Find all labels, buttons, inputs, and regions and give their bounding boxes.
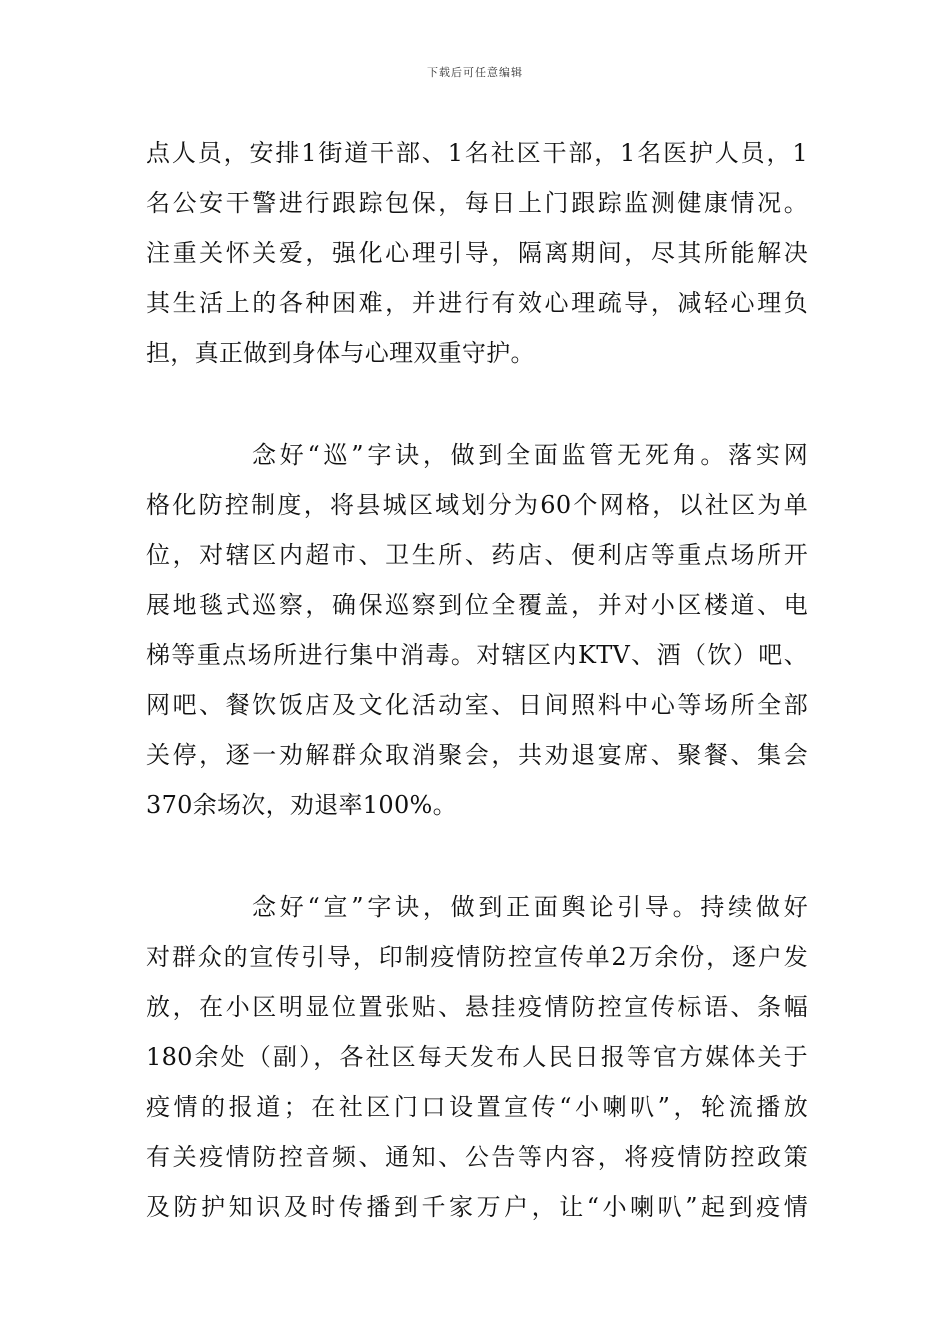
text-line: 网吧、餐饮饭店及文化活动室、日间照料中心等场所全部 bbox=[146, 691, 808, 719]
paragraph-spacer bbox=[146, 378, 808, 430]
text-line: 180余处（副），各社区每天发布人民日报等官方媒体关于 bbox=[146, 1043, 808, 1071]
text-line: 点人员，安排1街道干部、1名社区干部，1名医护人员，1 bbox=[146, 139, 808, 167]
page-header: 下载后可任意编辑 bbox=[427, 66, 523, 79]
text-line: 位，对辖区内超市、卫生所、药店、便利店等重点场所开 bbox=[146, 541, 808, 569]
text-line: 注重关怀关爱，强化心理引导，隔离期间，尽其所能解决 bbox=[146, 239, 808, 267]
text-line: 对群众的宣传引导，印制疫情防控宣传单2万余份，逐户发 bbox=[146, 943, 808, 971]
text-line: 念好“巡”字诀，做到全面监管无死角。落实网 bbox=[252, 441, 808, 469]
text-line: 担，真正做到身体与心理双重守护。 bbox=[146, 339, 535, 367]
text-line: 370余场次，劝退率100%。 bbox=[146, 791, 457, 819]
paragraph-3 bbox=[146, 882, 808, 1232]
text-line: 放，在小区明显位置张贴、悬挂疫情防控宣传标语、条幅 bbox=[146, 993, 808, 1021]
text-line: 念好“宣”字诀，做到正面舆论引导。持续做好 bbox=[252, 893, 808, 921]
text-line: 梯等重点场所进行集中消毒。对辖区内KTV、酒（饮）吧、 bbox=[146, 641, 808, 669]
paragraph-1 bbox=[146, 128, 808, 378]
document-body bbox=[146, 128, 808, 1232]
text-line: 名公安干警进行跟踪包保，每日上门跟踪监测健康情况。 bbox=[146, 189, 808, 217]
text-line: 格化防控制度，将县城区域划分为60个网格，以社区为单 bbox=[146, 491, 808, 519]
text-line: 关停，逐一劝解群众取消聚会，共劝退宴席、聚餐、集会 bbox=[146, 741, 808, 769]
text-line: 其生活上的各种困难，并进行有效心理疏导，减轻心理负 bbox=[146, 289, 808, 317]
text-line: 疫情的报道；在社区门口设置宣传“小喇叭”，轮流播放 bbox=[146, 1093, 808, 1121]
paragraph-spacer bbox=[146, 830, 808, 882]
text-line: 展地毯式巡察，确保巡察到位全覆盖，并对小区楼道、电 bbox=[146, 591, 808, 619]
paragraph-2 bbox=[146, 430, 808, 830]
text-line: 及防护知识及时传播到千家万户，让“小喇叭”起到疫情 bbox=[146, 1193, 808, 1221]
text-line: 有关疫情防控音频、通知、公告等内容，将疫情防控政策 bbox=[146, 1143, 808, 1171]
